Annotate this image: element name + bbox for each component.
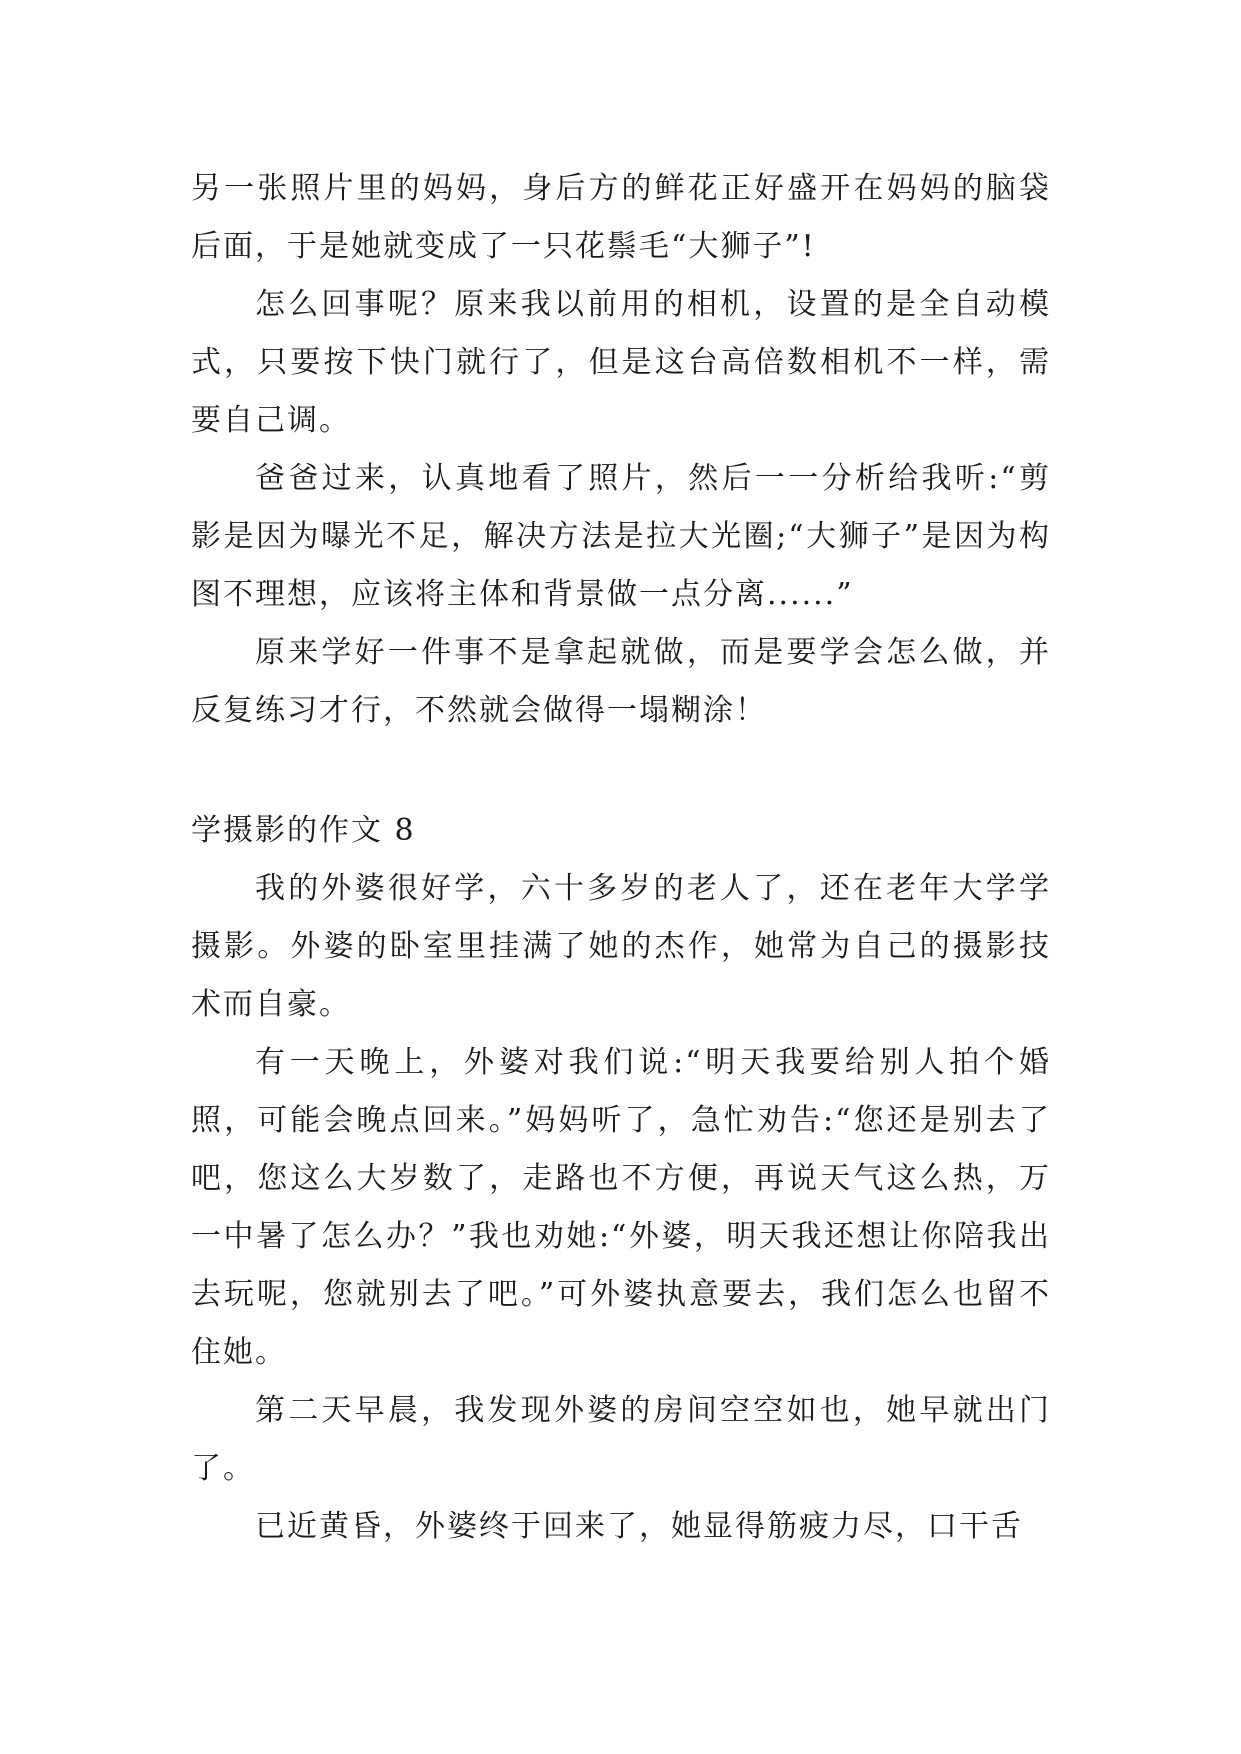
paragraph: 怎么回事呢？原来我以前用的相机，设置的是全自动模式，只要按下快门就行了，但是这台高倍数相机不一样，需要自己调。 [191,287,1051,438]
paragraph: 第二天早晨，我发现外婆的房间空空如也，她早就出门了。 [191,1393,1051,1486]
paragraph: 我的外婆很好学，六十多岁的老人了，还在老年大学学摄影。外婆的卧室里挂满了她的杰作，她常为自己的摄影技术而自豪。 [191,871,1051,1022]
paragraph: 已近黄昏，外婆终于回来了，她显得筋疲力尽，口干舌 [255,1509,1023,1544]
paragraph: 爸爸过来，认真地看了照片，然后一一分析给我听:“剪影是因为曝光不足，解决方法是拉大光圈;“大狮子”是因为构图不理想，应该将主体和背景做一点分离......” [191,461,1051,612]
document-body [191,160,1051,1556]
paragraph: 有一天晚上，外婆对我们说:“明天我要给别人拍个婚照，可能会晚点回来。”妈妈听了，急忙劝告:“您还是别去了吧，您这么大岁数了，走路也不方便，再说天气这么热，万一中暑了怎么办？”我也劝她:“外婆，明天我还想让你陪我出去玩呢，您就别去了吧。”可外婆执意要去，我们怎么也留不住她。 [191,1045,1051,1370]
section-title: 学摄影的作文 8 [191,813,416,848]
paragraph-continued: 另一张照片里的妈妈，身后方的鲜花正好盛开在妈妈的脑袋后面，于是她就变成了一只花鬃毛“大狮子”! [191,171,1051,264]
paragraph: 原来学好一件事不是拿起就做，而是要学会怎么做，并反复练习才行，不然就会做得一塌糊涂！ [191,635,1051,728]
